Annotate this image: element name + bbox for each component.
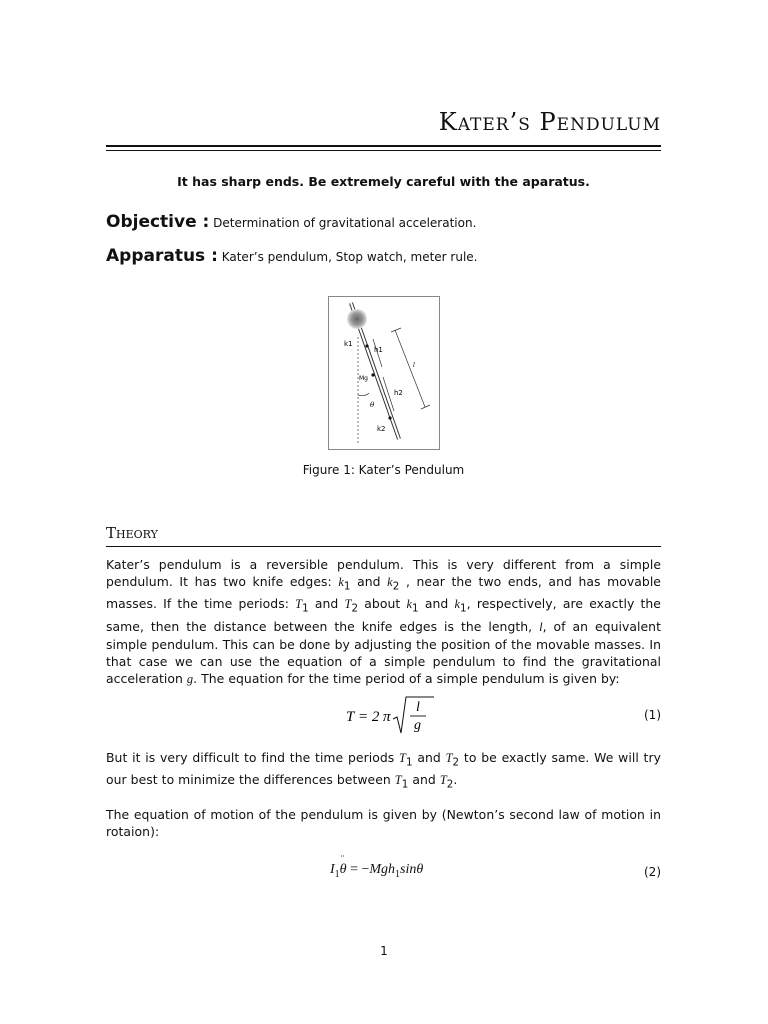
apparatus-text: Kater’s pendulum, Stop watch, meter rule. [221, 250, 478, 264]
theory-heading: Theory [106, 524, 158, 542]
label-theta: θ [370, 401, 375, 409]
equation-2-number: (2) [644, 865, 661, 879]
svg-text:= 2: = 2 [358, 709, 380, 725]
label-mg: Mg [359, 375, 368, 382]
svg-text:π: π [383, 709, 391, 725]
pendulum-figure [328, 296, 440, 450]
theory-paragraph-3: The equation of motion of the pendulum is given by (Newton’s second law of motion in rotaion): [106, 807, 661, 839]
label-k2: k2 [377, 425, 386, 433]
svg-text:l: l [416, 700, 420, 715]
knife-edge-k1-point [365, 344, 368, 347]
page-title: Kater’s Pendulum [438, 108, 661, 136]
equation-1-number: (1) [644, 708, 661, 722]
label-l: l [413, 362, 415, 369]
theta-arc [358, 393, 369, 396]
page-number: 1 [380, 944, 388, 958]
objective-text: Determination of gravitational acceleration. [213, 216, 477, 230]
apparatus-line [106, 246, 478, 266]
pendulum-bob [347, 309, 367, 329]
theory-paragraph-1: Kater’s pendulum is a reversible pendulum. This is very different from a simple pendulum. It has two knife edges: $k_1$ and $k_2$ , near the two ends, and has movable masses. If the time periods: $T_1$ and $T_2$ about $k_1$ and $k_1$, respectively, are exactly the same, then the distance between the knife edges is the length, l, of an equivalent simple pendulum. This can be done by adjusting the position of the movable masses. In that case we can use the equation of a simple pendulum to find the gravitational acceleration g. The equation for the time period of a simple pendulum is given by: [106, 557, 661, 686]
title-rule-thin [106, 150, 661, 151]
label-k1: k1 [344, 340, 353, 348]
figure-caption: Figure 1: Kater’s Pendulum [302, 463, 465, 477]
label-h1: h1 [374, 346, 383, 354]
apparatus-label: Apparatus : [106, 246, 218, 266]
svg-text:T: T [346, 709, 355, 725]
equation-1 [346, 695, 446, 746]
equation-2: $I_1\theta$ ¨ = −Mgh$_1$sinθ [330, 853, 424, 880]
center-of-mass-point [371, 373, 374, 376]
objective-line [106, 212, 476, 232]
label-h2: h2 [394, 389, 403, 397]
title-rule-thick [106, 145, 661, 147]
svg-text:g: g [414, 718, 421, 733]
safety-warning: It has sharp ends. Be extremely careful with the aparatus. [177, 174, 590, 189]
objective-label: Objective : [106, 212, 210, 232]
theory-rule [106, 546, 661, 547]
pendulum-diagram [329, 297, 439, 449]
knife-edge-k2-point [388, 416, 391, 419]
theory-paragraph-2: But it is very difficult to find the time periods $T_1$ and $T_2$ to be exactly same. We will try our best to minimize the differences between $T_1$ and $T_2$. [106, 750, 661, 791]
